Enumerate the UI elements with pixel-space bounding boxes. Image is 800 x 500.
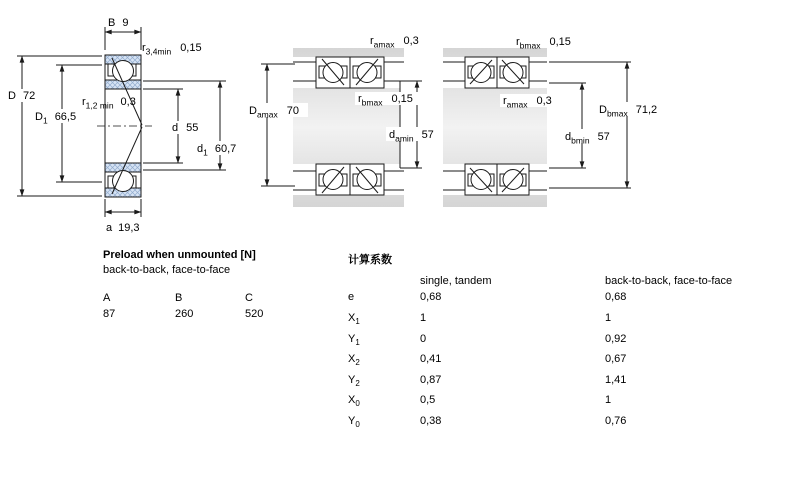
dim-d: d 55 [172,122,199,134]
left-view [97,55,152,197]
preload-table [103,249,305,322]
dim-ramax-mid: $r_{amax}$ 0,3 [503,95,552,110]
ball-bottom [113,171,134,192]
preload-grid [103,290,305,322]
factors-grid [348,273,795,434]
preload-value: 87 [103,308,116,320]
preload-value: 520 [245,308,264,320]
factor-symbol: $X_0$ [348,394,360,409]
factor-symbol: $Y_0$ [348,414,360,430]
dim-ramax: $r_{amax}$ 0,3 [370,35,419,50]
factors-title: 计算系数 [348,254,392,266]
factors-col2-header: back-to-back, face-to-face [605,275,733,287]
preload-value: 260 [175,308,194,320]
dim-a: a 19,3 [106,222,140,234]
bearing-drawing [0,0,800,245]
factor-value: 0,68 [605,291,627,304]
dim-Dbmax: $D_{bmax}$ 71,2 [599,104,658,119]
factor-symbol: $Y_1$ [348,332,360,347]
factor-symbol: $X_1$ [348,312,360,327]
factor-symbol: $X_2$ [348,353,360,368]
preload-title: Preload when unmounted [N] [103,249,256,261]
dim-D: D 72 [8,90,36,102]
factors-table [348,251,795,434]
dim-Damax: $D_{amax}$ 70 [249,105,299,120]
factor-value: 0,41 [420,353,442,366]
factors-corner [348,273,420,289]
factor-symbol: $Y_2$ [348,373,360,388]
preload-col-header: A [103,292,111,304]
factor-value: 0,87 [420,373,442,386]
factor-value: 0,5 [420,394,436,407]
factor-value: 0,76 [605,414,627,427]
factor-value: 1 [420,312,427,324]
dim-dbmin: $d_{bmin}$ 57 [565,131,610,146]
dim-r12: $r_{1,2 min}$ 0,3 [82,96,136,111]
factor-value: 0,68 [420,291,442,304]
dim-B: B 9 [108,17,129,29]
factor-value: 1 [605,312,612,324]
preload-subtitle: back-to-back, face-to-face [103,264,231,276]
dim-damin: $d_{amin}$ 57 [389,129,434,144]
factor-value: 0 [420,332,427,345]
factor-value: 0,38 [420,414,442,427]
factor-value: 0,92 [605,332,627,345]
dim-rbmax-top: $r_{bmax}$ 0,15 [516,36,571,51]
right-view [443,48,547,207]
ball-top [113,61,134,82]
factor-value: 1,41 [605,373,627,386]
dim-rbmax: $r_{bmax}$ 0,15 [358,93,413,108]
dim-r34: $r_{3,4min}$ 0,15 [142,42,202,57]
factor-value: 0,67 [605,353,627,366]
dim-d1: $d_1$ 60,7 [197,143,237,158]
preload-col-header: B [175,292,183,304]
preload-col-header: C [245,292,253,304]
dim-D1: $D_1$ 66,5 [35,111,77,126]
factors-col1-header: single, tandem [420,275,492,287]
factor-value: 1 [605,394,612,407]
factor-symbol: e [348,291,355,304]
